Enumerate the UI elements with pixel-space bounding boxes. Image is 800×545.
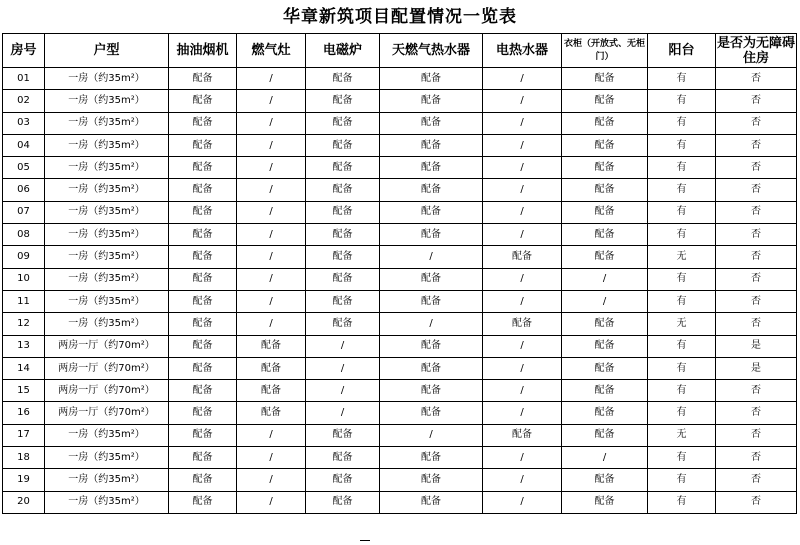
cell-range-hood[interactable]: 配备 [169, 112, 237, 134]
cell-wardrobe[interactable]: / [562, 447, 648, 469]
cell-balcony[interactable]: 有 [648, 469, 716, 491]
cell-balcony[interactable]: 有 [648, 357, 716, 379]
cell-electric-water-heater[interactable]: / [483, 380, 562, 402]
cell-gas-water-heater[interactable]: 配备 [380, 335, 483, 357]
cell-induction-cooker[interactable]: 配备 [306, 313, 380, 335]
cell-unit-type[interactable]: 两房一厅（约70m²） [45, 380, 169, 402]
cell-induction-cooker[interactable]: 配备 [306, 469, 380, 491]
cell-balcony[interactable]: 有 [648, 402, 716, 424]
cell-accessible-housing[interactable]: 否 [716, 469, 797, 491]
cell-range-hood[interactable]: 配备 [169, 179, 237, 201]
cell-range-hood[interactable]: 配备 [169, 313, 237, 335]
header-cell-gas-stove[interactable]: 燃气灶 [237, 34, 306, 68]
cell-wardrobe[interactable]: / [562, 290, 648, 312]
table-row [3, 179, 797, 201]
cell-wardrobe[interactable]: 配备 [562, 357, 648, 379]
cell-balcony[interactable]: 有 [648, 68, 716, 90]
header-cell-wardrobe[interactable]: 衣柜（开放式、无柜门） [562, 34, 648, 68]
table-row [3, 201, 797, 223]
cell-unit-type[interactable]: 一房（约35m²） [45, 68, 169, 90]
cell-wardrobe[interactable]: 配备 [562, 246, 648, 268]
cell-gas-stove[interactable]: / [237, 246, 306, 268]
cell-electric-water-heater[interactable]: / [483, 335, 562, 357]
cell-gas-stove[interactable]: / [237, 112, 306, 134]
cell-room-number[interactable]: 11 [3, 290, 45, 312]
cell-induction-cooker[interactable]: 配备 [306, 290, 380, 312]
cell-electric-water-heater[interactable]: / [483, 447, 562, 469]
cell-range-hood[interactable]: 配备 [169, 201, 237, 223]
cell-electric-water-heater[interactable]: / [483, 491, 562, 513]
table-row [3, 424, 797, 446]
cell-unit-type[interactable]: 一房（约35m²） [45, 424, 169, 446]
cell-unit-type[interactable]: 一房（约35m²） [45, 179, 169, 201]
table-row [3, 380, 797, 402]
cell-accessible-housing[interactable]: 否 [716, 224, 797, 246]
cell-accessible-housing[interactable]: 否 [716, 402, 797, 424]
cell-unit-type[interactable]: 一房（约35m²） [45, 491, 169, 513]
cell-accessible-housing[interactable]: 否 [716, 313, 797, 335]
cell-gas-stove[interactable]: / [237, 90, 306, 112]
table-body [3, 68, 797, 514]
cell-gas-water-heater[interactable]: 配备 [380, 179, 483, 201]
cell-unit-type[interactable]: 一房（约35m²） [45, 157, 169, 179]
cell-induction-cooker[interactable]: 配备 [306, 134, 380, 156]
cell-unit-type[interactable]: 一房（约35m²） [45, 313, 169, 335]
cell-range-hood[interactable]: 配备 [169, 157, 237, 179]
cell-electric-water-heater[interactable]: 配备 [483, 424, 562, 446]
table-row [3, 157, 797, 179]
cell-electric-water-heater[interactable]: / [483, 201, 562, 223]
table-row [3, 134, 797, 156]
cell-induction-cooker[interactable]: / [306, 380, 380, 402]
cell-balcony[interactable]: 有 [648, 380, 716, 402]
cell-electric-water-heater[interactable]: / [483, 402, 562, 424]
cell-room-number[interactable]: 17 [3, 424, 45, 446]
cell-accessible-housing[interactable]: 否 [716, 380, 797, 402]
header-cell-accessible-housing[interactable]: 是否为无障碍住房 [716, 35, 795, 66]
cell-accessible-housing[interactable]: 否 [716, 491, 797, 513]
cell-gas-water-heater[interactable]: / [380, 313, 483, 335]
cell-gas-stove[interactable]: 配备 [237, 380, 306, 402]
cell-electric-water-heater[interactable]: / [483, 268, 562, 290]
cell-electric-water-heater[interactable]: / [483, 179, 562, 201]
table-row [3, 224, 797, 246]
cell-accessible-housing[interactable]: 否 [716, 112, 797, 134]
cell-gas-water-heater[interactable]: 配备 [380, 491, 483, 513]
table-row [3, 90, 797, 112]
cell-unit-type[interactable]: 一房（约35m²） [45, 447, 169, 469]
cell-accessible-housing[interactable]: 否 [716, 246, 797, 268]
cell-balcony[interactable]: 无 [648, 246, 716, 268]
cell-gas-water-heater[interactable]: 配备 [380, 90, 483, 112]
header-row [3, 34, 797, 68]
cell-unit-type[interactable]: 两房一厅（约70m²） [45, 335, 169, 357]
cell-accessible-housing[interactable]: 否 [716, 424, 797, 446]
cell-accessible-housing[interactable]: 否 [716, 268, 797, 290]
cell-gas-water-heater[interactable]: 配备 [380, 290, 483, 312]
cell-gas-stove[interactable]: / [237, 201, 306, 223]
cell-range-hood[interactable]: 配备 [169, 90, 237, 112]
cell-gas-water-heater[interactable]: 配备 [380, 469, 483, 491]
cell-accessible-housing[interactable]: 否 [716, 179, 797, 201]
cell-wardrobe[interactable]: 配备 [562, 112, 648, 134]
cell-gas-water-heater[interactable]: 配备 [380, 447, 483, 469]
cell-room-number[interactable]: 06 [3, 179, 45, 201]
cell-electric-water-heater[interactable]: / [483, 224, 562, 246]
cell-unit-type[interactable]: 一房（约35m²） [45, 134, 169, 156]
cell-room-number[interactable]: 13 [3, 335, 45, 357]
cell-gas-water-heater[interactable]: 配备 [380, 68, 483, 90]
cell-gas-stove[interactable]: / [237, 157, 306, 179]
cell-unit-type[interactable]: 一房（约35m²） [45, 246, 169, 268]
cell-accessible-housing[interactable]: 否 [716, 201, 797, 223]
cell-room-number[interactable]: 18 [3, 447, 45, 469]
cell-gas-stove[interactable]: 配备 [237, 335, 306, 357]
cell-range-hood[interactable]: 配备 [169, 447, 237, 469]
cell-wardrobe[interactable]: 配备 [562, 469, 648, 491]
cell-range-hood[interactable]: 配备 [169, 380, 237, 402]
cell-room-number[interactable]: 04 [3, 134, 45, 156]
cell-gas-stove[interactable]: / [237, 290, 306, 312]
cell-induction-cooker[interactable]: 配备 [306, 224, 380, 246]
cell-gas-water-heater[interactable]: 配备 [380, 402, 483, 424]
cell-room-number[interactable]: 03 [3, 112, 45, 134]
cell-room-number[interactable]: 20 [3, 491, 45, 513]
cell-accessible-housing[interactable]: 是 [716, 335, 797, 357]
cell-induction-cooker[interactable]: 配备 [306, 424, 380, 446]
cell-gas-water-heater[interactable]: / [380, 246, 483, 268]
table-row [3, 491, 797, 513]
cell-gas-stove[interactable]: / [237, 469, 306, 491]
cell-room-number[interactable]: 09 [3, 246, 45, 268]
cell-gas-water-heater[interactable]: 配备 [380, 157, 483, 179]
cell-balcony[interactable]: 有 [648, 179, 716, 201]
cell-range-hood[interactable]: 配备 [169, 335, 237, 357]
configuration-table [2, 33, 797, 514]
cell-electric-water-heater[interactable]: / [483, 469, 562, 491]
cell-room-number[interactable]: 14 [3, 357, 45, 379]
cell-balcony[interactable]: 无 [648, 313, 716, 335]
cell-room-number[interactable]: 05 [3, 157, 45, 179]
cell-room-number[interactable]: 10 [3, 268, 45, 290]
cell-gas-water-heater[interactable]: / [380, 424, 483, 446]
cell-gas-stove[interactable]: / [237, 268, 306, 290]
header-cell-gas-water-heater[interactable]: 天燃气热水器 [380, 34, 483, 68]
cell-induction-cooker[interactable]: 配备 [306, 112, 380, 134]
cell-gas-stove[interactable]: / [237, 313, 306, 335]
cell-wardrobe[interactable]: 配备 [562, 134, 648, 156]
cell-wardrobe[interactable]: 配备 [562, 402, 648, 424]
cell-balcony[interactable]: 有 [648, 201, 716, 223]
cell-induction-cooker[interactable]: 配备 [306, 90, 380, 112]
table-row [3, 402, 797, 424]
cell-induction-cooker[interactable]: / [306, 402, 380, 424]
cell-range-hood[interactable]: 配备 [169, 357, 237, 379]
cell-wardrobe[interactable]: 配备 [562, 424, 648, 446]
cell-gas-water-heater[interactable]: 配备 [380, 380, 483, 402]
cell-room-number[interactable]: 19 [3, 469, 45, 491]
cell-induction-cooker[interactable]: 配备 [306, 68, 380, 90]
cell-range-hood[interactable]: 配备 [169, 491, 237, 513]
cell-unit-type[interactable]: 一房（约35m²） [45, 469, 169, 491]
header-cell-room-number[interactable]: 房号 [3, 34, 45, 68]
cell-gas-water-heater[interactable]: 配备 [380, 201, 483, 223]
cell-wardrobe[interactable]: 配备 [562, 68, 648, 90]
cell-induction-cooker[interactable]: 配备 [306, 246, 380, 268]
cell-gas-stove[interactable]: / [237, 424, 306, 446]
cell-electric-water-heater[interactable]: / [483, 68, 562, 90]
cell-accessible-housing[interactable]: 否 [716, 447, 797, 469]
cell-unit-type[interactable]: 一房（约35m²） [45, 201, 169, 223]
cell-gas-water-heater[interactable]: 配备 [380, 112, 483, 134]
header-cell-range-hood[interactable]: 抽油烟机 [169, 34, 237, 68]
cell-induction-cooker[interactable]: 配备 [306, 179, 380, 201]
cell-accessible-housing[interactable]: 否 [716, 68, 797, 90]
cell-gas-water-heater[interactable]: 配备 [380, 134, 483, 156]
table-row [3, 268, 797, 290]
cell-electric-water-heater[interactable]: / [483, 134, 562, 156]
cell-gas-water-heater[interactable]: 配备 [380, 224, 483, 246]
cell-gas-stove[interactable]: / [237, 68, 306, 90]
cell-wardrobe[interactable]: 配备 [562, 380, 648, 402]
cell-balcony[interactable]: 有 [648, 224, 716, 246]
cell-gas-stove[interactable]: / [237, 491, 306, 513]
cell-unit-type[interactable]: 两房一厅（约70m²） [45, 402, 169, 424]
table-row [3, 357, 797, 379]
cell-wardrobe[interactable]: / [562, 268, 648, 290]
cell-wardrobe[interactable]: 配备 [562, 157, 648, 179]
cell-balcony[interactable]: 有 [648, 335, 716, 357]
cell-accessible-housing[interactable]: 否 [716, 157, 797, 179]
cell-electric-water-heater[interactable]: / [483, 357, 562, 379]
cell-gas-stove[interactable]: / [237, 224, 306, 246]
cell-electric-water-heater[interactable]: / [483, 157, 562, 179]
cell-range-hood[interactable]: 配备 [169, 402, 237, 424]
cell-induction-cooker[interactable]: / [306, 357, 380, 379]
table-row [3, 335, 797, 357]
cell-room-number[interactable]: 08 [3, 224, 45, 246]
cell-range-hood[interactable]: 配备 [169, 268, 237, 290]
cell-unit-type[interactable]: 一房（约35m²） [45, 268, 169, 290]
cell-gas-water-heater[interactable]: 配备 [380, 268, 483, 290]
cell-gas-stove[interactable]: / [237, 134, 306, 156]
cell-room-number[interactable]: 16 [3, 402, 45, 424]
table-title: 华章新筑项目配置情况一览表 [283, 7, 517, 27]
cell-balcony[interactable]: 有 [648, 447, 716, 469]
cell-electric-water-heater[interactable]: 配备 [483, 313, 562, 335]
cell-balcony[interactable]: 有 [648, 491, 716, 513]
cell-wardrobe[interactable]: 配备 [562, 491, 648, 513]
cell-balcony[interactable]: 有 [648, 290, 716, 312]
table-row [3, 290, 797, 312]
cell-wardrobe[interactable]: 配备 [562, 90, 648, 112]
cut-off-row-edge [360, 540, 370, 545]
cell-gas-stove[interactable]: 配备 [237, 357, 306, 379]
table-row [3, 68, 797, 90]
header-cell-balcony[interactable]: 阳台 [648, 34, 716, 68]
cell-balcony[interactable]: 有 [648, 90, 716, 112]
cell-balcony[interactable]: 无 [648, 424, 716, 446]
cell-wardrobe[interactable]: 配备 [562, 201, 648, 223]
table-row [3, 246, 797, 268]
cell-unit-type[interactable]: 两房一厅（约70m²） [45, 357, 169, 379]
cell-unit-type[interactable]: 一房（约35m²） [45, 224, 169, 246]
header-cell-electric-water-heater[interactable]: 电热水器 [483, 34, 562, 68]
cell-electric-water-heater[interactable]: / [483, 90, 562, 112]
cell-unit-type[interactable]: 一房（约35m²） [45, 290, 169, 312]
cell-range-hood[interactable]: 配备 [169, 469, 237, 491]
cell-room-number[interactable]: 15 [3, 380, 45, 402]
cell-wardrobe[interactable]: 配备 [562, 313, 648, 335]
cell-range-hood[interactable]: 配备 [169, 290, 237, 312]
cell-accessible-housing[interactable]: 否 [716, 290, 797, 312]
cell-balcony[interactable]: 有 [648, 112, 716, 134]
cell-accessible-housing[interactable]: 是 [716, 357, 797, 379]
cell-gas-stove[interactable]: / [237, 179, 306, 201]
header-cell-unit-type[interactable]: 户型 [45, 34, 169, 68]
cell-room-number[interactable]: 07 [3, 201, 45, 223]
cell-range-hood[interactable]: 配备 [169, 224, 237, 246]
cell-gas-stove[interactable]: / [237, 447, 306, 469]
cell-electric-water-heater[interactable]: 配备 [483, 246, 562, 268]
cell-room-number[interactable]: 01 [3, 68, 45, 90]
cell-induction-cooker[interactable]: 配备 [306, 157, 380, 179]
cell-unit-type[interactable]: 一房（约35m²） [45, 112, 169, 134]
cell-room-number[interactable]: 12 [3, 313, 45, 335]
cell-range-hood[interactable]: 配备 [169, 424, 237, 446]
cell-electric-water-heater[interactable]: / [483, 112, 562, 134]
cell-balcony[interactable]: 有 [648, 157, 716, 179]
table-row [3, 469, 797, 491]
cell-wardrobe[interactable]: 配备 [562, 335, 648, 357]
cell-gas-stove[interactable]: 配备 [237, 402, 306, 424]
cell-balcony[interactable]: 有 [648, 268, 716, 290]
cell-electric-water-heater[interactable]: / [483, 290, 562, 312]
cell-wardrobe[interactable]: 配备 [562, 179, 648, 201]
header-cell-induction-cooker[interactable]: 电磁炉 [306, 34, 380, 68]
cell-range-hood[interactable]: 配备 [169, 68, 237, 90]
cell-balcony[interactable]: 有 [648, 134, 716, 156]
cell-room-number[interactable]: 02 [3, 90, 45, 112]
cell-accessible-housing[interactable]: 否 [716, 134, 797, 156]
cell-accessible-housing[interactable]: 否 [716, 90, 797, 112]
cell-range-hood[interactable]: 配备 [169, 246, 237, 268]
cell-gas-water-heater[interactable]: 配备 [380, 357, 483, 379]
table-row [3, 112, 797, 134]
table-row [3, 447, 797, 469]
cell-induction-cooker[interactable]: 配备 [306, 201, 380, 223]
cell-unit-type[interactable]: 一房（约35m²） [45, 90, 169, 112]
cell-induction-cooker[interactable]: 配备 [306, 491, 380, 513]
cell-induction-cooker[interactable]: 配备 [306, 447, 380, 469]
cell-induction-cooker[interactable]: / [306, 335, 380, 357]
cell-wardrobe[interactable]: 配备 [562, 224, 648, 246]
cell-range-hood[interactable]: 配备 [169, 134, 237, 156]
table-row [3, 313, 797, 335]
cell-induction-cooker[interactable]: 配备 [306, 268, 380, 290]
